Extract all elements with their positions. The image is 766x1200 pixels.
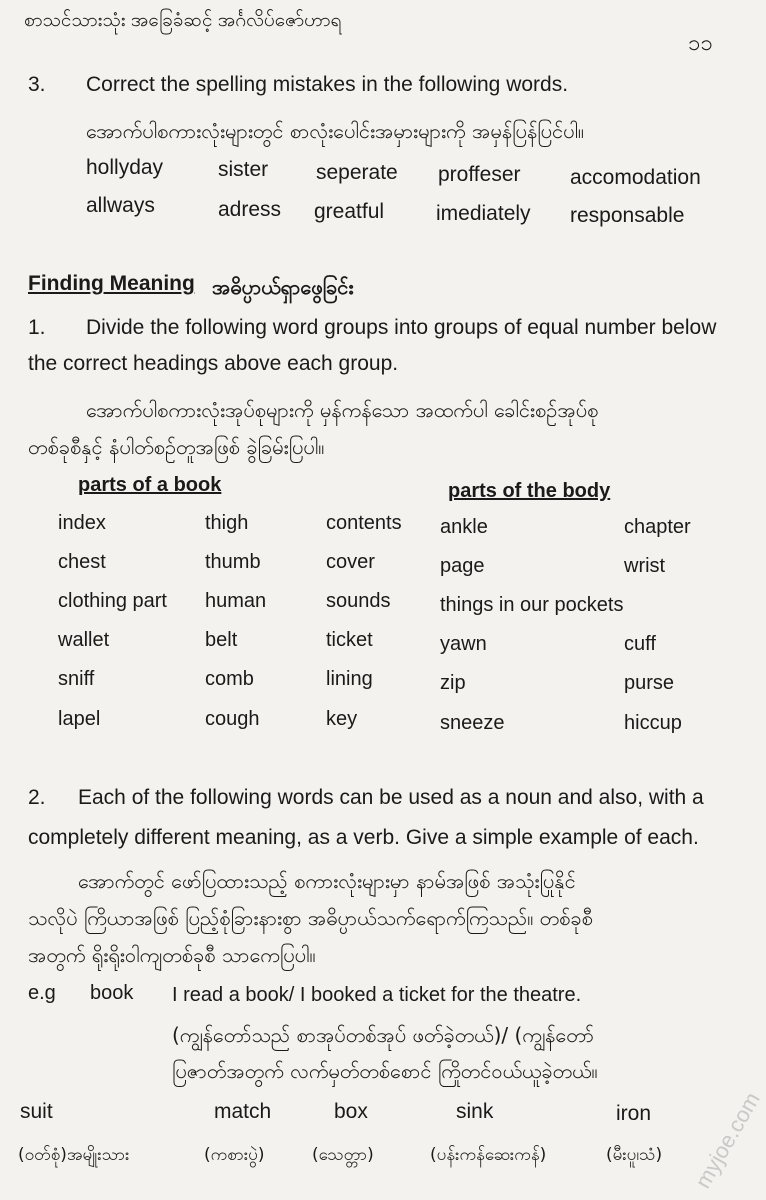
question-text-burmese: အောက်ပါစကားလုံးအုပ်စုများကို မှန်ကန်သော အထက်ပါ ခေါင်းစဉ်အုပ်စု <box>86 398 599 422</box>
question-text: completely different meaning, as a verb. Give a simple example of each. <box>28 826 699 849</box>
grid-word: zip <box>440 672 466 694</box>
grid-word: page <box>440 555 485 577</box>
grid-word: sneeze <box>440 712 505 734</box>
grid-word: lapel <box>58 708 101 730</box>
example-translation: (ကျွန်တော်သည် စာအုပ်တစ်အုပ် ဖတ်ခဲ့တယ်)/ (ကျွန်တော် <box>172 1023 594 1047</box>
grid-word: sniff <box>58 668 95 690</box>
question-text-burmese: တစ်ခုစီနှင့် နံပါတ်စဉ်တူအဖြစ် ခွဲခြမ်းပြပါ။ <box>28 435 325 459</box>
grid-word: belt <box>205 629 238 651</box>
misspelled-word: imediately <box>436 202 531 225</box>
noun-verb-word: iron <box>616 1102 652 1125</box>
grid-word: cough <box>205 708 260 730</box>
noun-verb-word-burmese: (မီးပူ၊သံ) <box>606 1145 663 1165</box>
grid-word: purse <box>624 672 675 694</box>
section-heading: Finding Meaning <box>28 272 195 295</box>
question-text-burmese: သလိုပဲ ကြိယာအဖြစ် ပြည့်စုံခြားနားစွာ အဓိပ္ပာယ်သက်ရောက်ကြသည်။ တစ်ခုစီ <box>28 906 593 930</box>
question-number: 2. <box>28 786 46 809</box>
grid-word: chest <box>58 551 106 573</box>
misspelled-word: adress <box>218 198 282 221</box>
noun-verb-word: sink <box>456 1100 494 1123</box>
noun-verb-word: suit <box>20 1100 53 1123</box>
noun-verb-word: box <box>334 1100 368 1123</box>
misspelled-word: proffeser <box>438 163 521 186</box>
misspelled-word: responsable <box>570 204 685 227</box>
noun-verb-word-burmese: (ဝတ်စုံ)အမျိုးသား <box>18 1145 130 1165</box>
grid-word: ankle <box>440 516 488 538</box>
question-text-burmese: အတွက် ရိုးရိုးဝါကျတစ်ခုစီ သာကေပြပါ။ <box>28 943 316 967</box>
grid-word: ticket <box>326 629 373 651</box>
misspelled-word: sister <box>218 158 269 181</box>
grid-word: wallet <box>58 629 110 651</box>
noun-verb-word-burmese: (ကစားပွဲ) <box>204 1145 265 1165</box>
group-heading-body: parts of the body <box>448 480 611 502</box>
grid-word: chapter <box>624 516 691 538</box>
watermark: myjoe.com <box>690 1087 765 1193</box>
example-translation: ပြဇာတ်အတွက် လက်မှတ်တစ်စောင် ကြိုတင်ဝယ်ယူခဲ့တယ်။ <box>172 1059 598 1083</box>
grid-word: wrist <box>624 555 666 577</box>
section-heading-burmese: အဓိပ္ပာယ်ရှာဖွေခြင်း <box>212 275 354 299</box>
example-label: e.g <box>28 982 56 1004</box>
example-word: book <box>90 982 134 1004</box>
exercise-instruction-burmese: အောက်ပါစကားလုံးများတွင် စာလုံးပေါင်းအမှားများကို အမှန်ပြန်ပြင်ပါ။ <box>86 119 584 143</box>
grid-word: clothing part <box>58 590 167 612</box>
question-number: 1. <box>28 316 46 339</box>
grid-word: hiccup <box>624 712 682 734</box>
grid-word: comb <box>205 668 254 690</box>
grid-word: thigh <box>205 512 249 534</box>
grid-word: things in our pockets <box>440 594 624 616</box>
grid-word: index <box>58 512 106 534</box>
group-heading-book: parts of a book <box>78 474 222 496</box>
misspelled-word: allways <box>86 194 155 217</box>
grid-word: cover <box>326 551 375 573</box>
question-text: Divide the following word groups into groups of equal number below <box>86 316 717 339</box>
exercise-instruction: Correct the spelling mistakes in the following words. <box>86 73 569 96</box>
page-number: ၁၁ <box>688 30 713 55</box>
grid-word: cuff <box>624 633 656 655</box>
misspelled-word: seperate <box>316 161 398 184</box>
misspelled-word: accomodation <box>570 166 701 189</box>
grid-word: yawn <box>440 633 487 655</box>
misspelled-word: hollyday <box>86 156 164 179</box>
grid-word: sounds <box>326 590 391 612</box>
grid-word: key <box>326 708 358 730</box>
example-sentence: I read a book/ I booked a ticket for the theatre. <box>172 984 582 1006</box>
question-text: Each of the following words can be used as a noun and also, with a <box>78 786 704 809</box>
grid-word: contents <box>326 512 402 534</box>
noun-verb-word: match <box>214 1100 272 1123</box>
question-text: the correct headings above each group. <box>28 352 399 375</box>
noun-verb-word-burmese: (ပန်းကန်ဆေးကန်) <box>430 1145 547 1165</box>
grid-word: human <box>205 590 267 612</box>
grid-word: lining <box>326 668 373 690</box>
question-text-burmese: အောက်တွင် ဖော်ပြထားသည့် စကားလုံးများမှာ နာမ်အဖြစ် အသုံးပြုနိုင် <box>78 869 576 893</box>
misspelled-word: greatful <box>314 200 385 223</box>
running-header-title: စာသင်သားသုံး အခြေခံဆင့် အင်္ဂလိပ်ဇော်ဟာရ <box>24 10 342 31</box>
exercise-number: 3. <box>28 73 46 96</box>
noun-verb-word-burmese: (သေတ္တာ) <box>312 1145 374 1165</box>
grid-word: thumb <box>205 551 261 573</box>
